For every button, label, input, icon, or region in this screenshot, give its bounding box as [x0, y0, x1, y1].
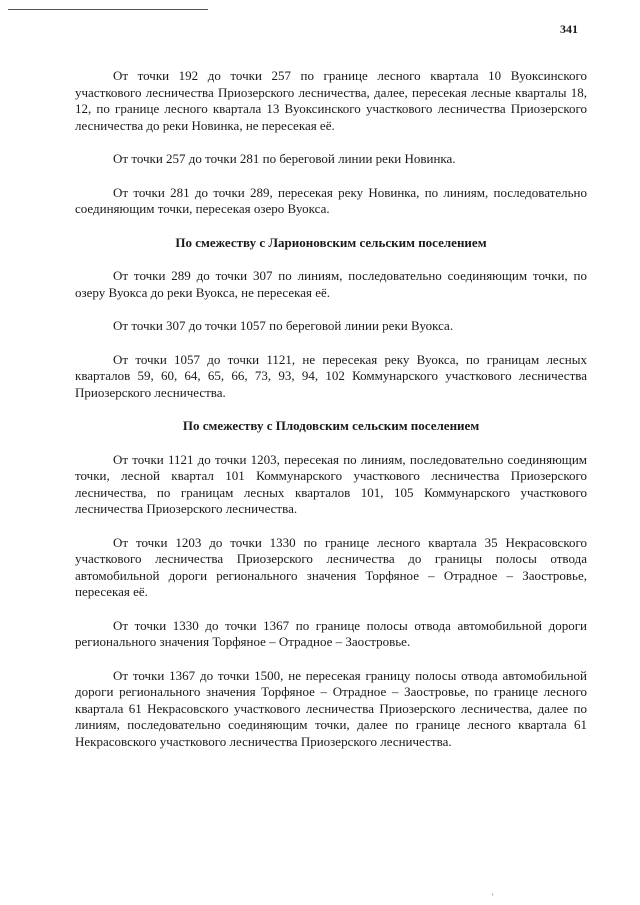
page-number: 341	[560, 22, 578, 36]
paragraph: От точки 1057 до точки 1121, не пересекая реку Вуокса, по границам лесных кварталов 59, 60, 64, 65, 66, 73, 93, 94, 102 Коммунарского участкового лесничества Приозерского лесничества.	[75, 351, 587, 400]
paragraph: От точки 257 до точки 281 по береговой линии реки Новинка.	[113, 151, 456, 166]
paragraph: От точки 281 до точки 289, пересекая реку Новинка, по линиям, последовательно соединяющим точки, пересекая озеро Вуокса.	[75, 184, 587, 216]
scan-edge-line	[8, 9, 208, 10]
paragraph: От точки 192 до точки 257 по границе лесного квартала 10 Вуоксинского участкового лесничества Приозерского лесничества, далее, пересекая лесные кварталы 18, 12, по границе лесного квартала 13 Вуоксинского участкового лесничества Приозерского лесничества до реки Новинка, не пересекая её.	[75, 68, 587, 133]
paragraph: От точки 1121 до точки 1203, пересекая по линиям, последовательно соединяющим точки, лесной квартал 101 Коммунарского участкового лесничества Приозерского лесничества, по границам лесных кварталов 101, 105 Коммунарского участкового лесничества Приозерского лесничества.	[75, 451, 587, 516]
paragraph: От точки 1367 до точки 1500, не пересекая границу полосы отвода автомобильной дороги регионального значения Торфяное – Отрадное – Заостровье, по границе лесного квартала 61 Некрасовского участкового лесничества Приозерского лесничества, далее по линиям, последовательно соединяющим точки, далее по границе лесного квартала 61 Некрасовского участкового лесничества Приозерского лесничества.	[75, 667, 587, 749]
scan-artifact: '	[492, 892, 494, 902]
paragraph: От точки 307 до точки 1057 по береговой линии реки Вуокса.	[113, 318, 454, 333]
section-heading: По смежеству с Плодовским сельским поселением	[182, 418, 480, 433]
paragraph: От точки 289 до точки 307 по линиям, последовательно соединяющим точки, по озеру Вуокса до реки Вуокса, не пересекая её.	[75, 268, 587, 300]
document-body	[75, 68, 587, 767]
section-heading: По смежеству с Ларионовским сельским поселением	[175, 234, 487, 250]
paragraph: От точки 1330 до точки 1367 по границе полосы отвода автомобильной дороги регионального значения Торфяное – Отрадное – Заостровье.	[75, 617, 587, 649]
paragraph: От точки 1203 до точки 1330 по границе лесного квартала 35 Некрасовского участкового лесничества Приозерского лесничества до границы полосы отвода автомобильной дороги регионального значения Торфяное – Отрадное – Заостровье, пересекая её.	[75, 534, 587, 599]
